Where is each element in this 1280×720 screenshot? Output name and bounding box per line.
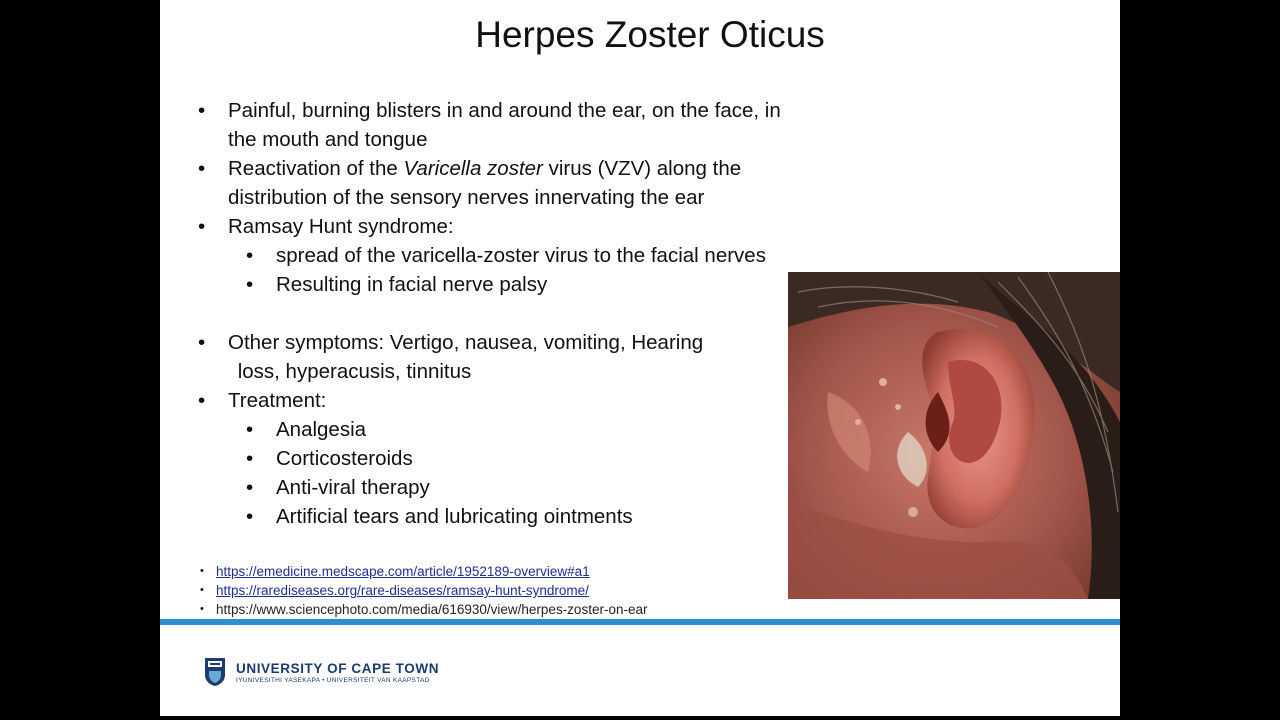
reference-item — [160, 581, 647, 600]
bullet-dot-icon: • — [246, 447, 254, 470]
bullet-list — [160, 96, 850, 531]
bullet-continuation: the mouth and tongue — [228, 128, 428, 151]
bullet-dot-icon: • — [246, 273, 254, 296]
reference-link[interactable]: https://emedicine.medscape.com/article/1952189-overview#a1 — [216, 564, 590, 579]
sub-bullet-item: • Anti-viral therapy — [160, 473, 850, 502]
sub-bullet-item: • Analgesia — [160, 415, 850, 444]
reference-list — [160, 562, 647, 619]
slide-title: Herpes Zoster Oticus — [475, 14, 825, 55]
sub-bullet-item: • Artificial tears and lubricating ointments — [160, 502, 850, 531]
bullet-item: • Other symptoms: Vertigo, nausea, vomiting, Hearing — [160, 328, 850, 357]
sub-bullet-item: • spread of the varicella-zoster virus to the facial nerves — [160, 241, 850, 270]
bullet-item: • Treatment: — [160, 386, 850, 415]
bullet-dot-icon: • — [198, 99, 206, 122]
bullet-dot-icon: • — [198, 157, 206, 180]
bullet-dot-icon: • — [198, 389, 206, 412]
university-name: UNIVERSITY OF CAPE TOWN — [236, 660, 440, 676]
bullet-dot-icon: • — [198, 331, 206, 354]
footer-rule — [160, 619, 1120, 625]
bullet-dot-icon: • — [246, 505, 254, 528]
bullet-dot-icon: • — [246, 244, 254, 267]
crest-icon — [204, 657, 226, 687]
bullet-continuation: distribution of the sensory nerves innervating the ear — [228, 186, 705, 209]
bullet-dot-icon: • — [198, 215, 206, 238]
reference-text: https://www.sciencephoto.com/media/616930/view/herpes-zoster-on-ear — [216, 602, 648, 617]
bullet-item: • Ramsay Hunt syndrome: — [160, 212, 850, 241]
bullet-continuation: loss, hyperacusis, tinnitus — [232, 360, 472, 383]
ear-rash-photo — [788, 272, 1120, 599]
bullet-dot-icon: • — [200, 584, 204, 596]
reference-item — [160, 600, 647, 619]
bullet-dot-icon: • — [246, 418, 254, 441]
bullet-spacer — [160, 299, 850, 328]
italic-term: Varicella zoster — [403, 157, 543, 180]
bullet-item: • Reactivation of the Varicella zoster virus (VZV) along the — [160, 154, 850, 183]
bullet-dot-icon: • — [246, 476, 254, 499]
reference-link[interactable]: https://rarediseases.org/rare-diseases/ramsay-hunt-syndrome/ — [216, 583, 589, 598]
university-logo — [204, 656, 439, 688]
bullet-dot-icon: • — [200, 565, 204, 577]
sub-bullet-item: • Corticosteroids — [160, 444, 850, 473]
sub-bullet-item: • Resulting in facial nerve palsy — [160, 270, 850, 299]
bullet-item: • Painful, burning blisters in and around the ear, on the face, in — [160, 96, 850, 125]
reference-item — [160, 562, 647, 581]
slide — [160, 0, 1120, 716]
bullet-dot-icon: • — [200, 603, 204, 615]
university-subtitle: IYUNIVESITHI YASEKAPA • UNIVERSITEIT VAN KAAPSTAD — [236, 676, 430, 684]
